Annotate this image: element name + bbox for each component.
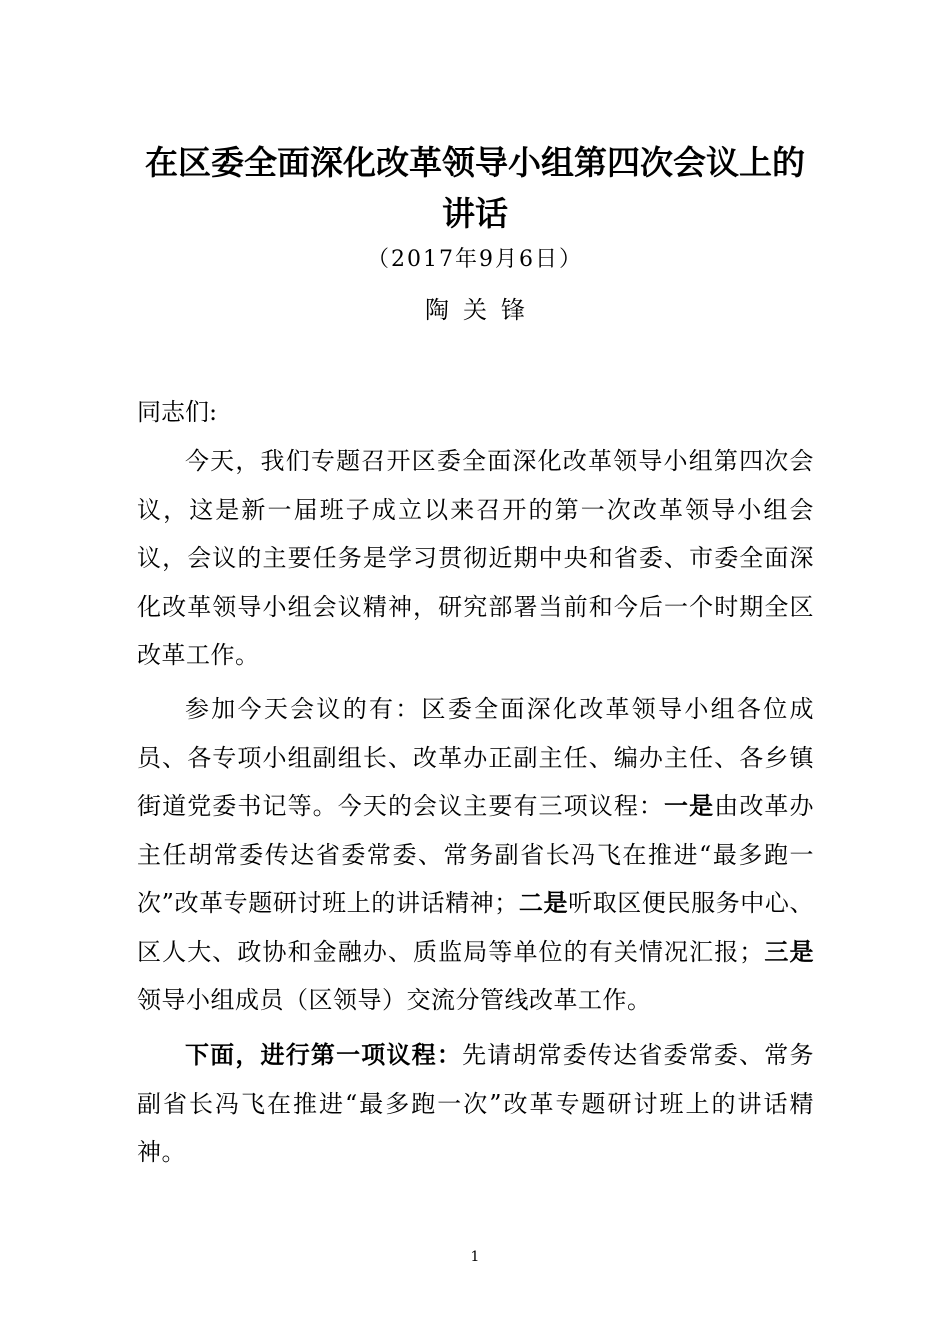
- document-title-line2: 讲话: [442, 194, 508, 233]
- paragraph-opening: 今天，我们专题召开区委全面深化改革领导小组第四次会议，这是新一届班子成立以来召开的第一次改革领导小组会议，会议的主要任务是学习贯彻近期中央和省委、市委全面深化改革领导小组会议精神，研究部署当前和今后一个时期全区改革工作。: [137, 447, 814, 669]
- agenda-item2-label: 二是: [518, 889, 569, 917]
- speech-date: （2017年9月6日）: [367, 247, 583, 272]
- first-item-text: 先请胡常委传达省委常委、常务副省长冯飞在推进“最多跑一次”改革专题研讨班上的讲话精神。: [137, 1041, 814, 1166]
- paragraph-first-item: [137, 1031, 814, 1177]
- agenda-item2-text: 听取区便民服务中心、区人大、政协和金融办、质监局等单位的有关情况汇报；: [137, 889, 814, 966]
- speaker-name: 陶关锋: [425, 296, 539, 324]
- paragraph-agenda: [137, 685, 814, 1025]
- agenda-item3-label: 三是: [763, 937, 815, 966]
- document-title-line1: 在区委全面深化改革领导小组第四次会议上的: [145, 143, 805, 182]
- agenda-item1-label: 一是: [664, 792, 715, 820]
- page-number: 1: [470, 1249, 480, 1265]
- agenda-item1-text: 由改革办主任胡常委传达省委常委、常务副省长冯飞在推进“最多跑一次”改革专题研讨班上的讲话精神；: [137, 792, 815, 917]
- greeting: 同志们:: [137, 398, 218, 426]
- agenda-item3-text: 领导小组成员（区领导）交流分管线改革工作。: [137, 986, 652, 1014]
- first-item-label: 下面，进行第一项议程：: [185, 1041, 463, 1069]
- agenda-intro: 参加今天会议的有：区委全面深化改革领导小组各位成员、各专项小组副组长、改革办正副主任、编办主任、各乡镇街道党委书记等。今天的会议主要有三项议程：: [137, 695, 814, 820]
